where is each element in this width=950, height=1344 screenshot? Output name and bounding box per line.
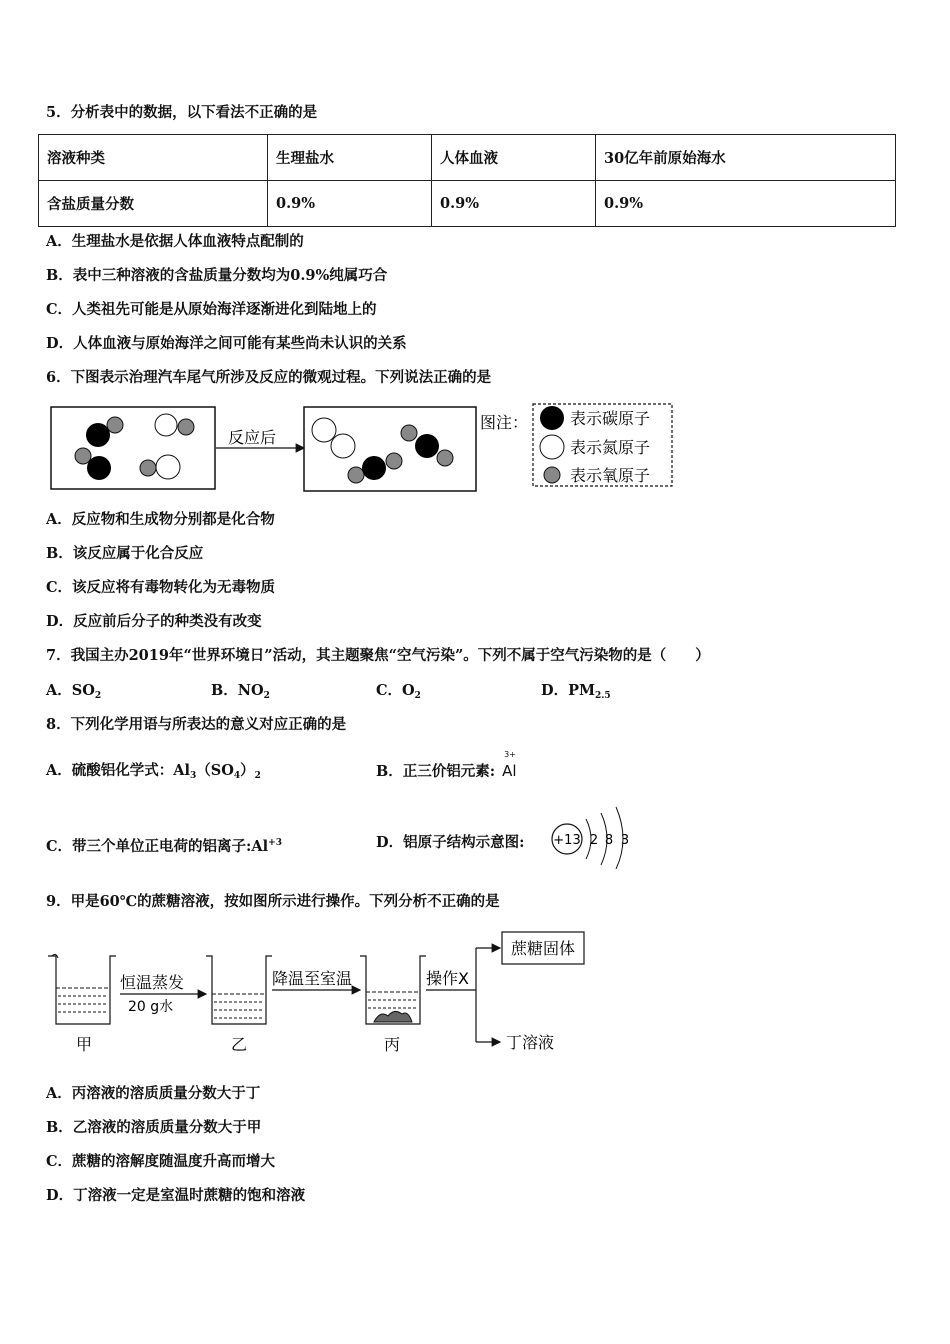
arrow-label: 反应后: [228, 428, 277, 447]
beaker-yi: [206, 956, 272, 1054]
crystal-solid-icon: [374, 1011, 412, 1022]
step1-label: 恒温蒸发: [120, 973, 185, 992]
beaker-label: 甲: [75, 1035, 93, 1054]
q5-option-c: C．人类祖先可能是从原始海洋逐渐进化到陆地上的: [46, 301, 377, 318]
q9-option-b: B．乙溶液的溶质质量分数大于甲: [46, 1119, 262, 1136]
legend-nitrogen: 表示氮原子: [570, 438, 651, 457]
element-symbol: Al: [502, 762, 517, 780]
charge-label: 3+: [504, 750, 516, 759]
table-cell: 0.9%: [432, 181, 596, 227]
oxygen-atom-icon: [544, 467, 560, 483]
table-cell: 0.9%: [268, 181, 432, 227]
beaker-bing: [360, 956, 426, 1054]
nucleus-charge: +13: [553, 833, 581, 848]
table-row: [39, 135, 896, 181]
q6-option-c: C．该反应将有毒物转化为无毒物质: [46, 579, 276, 596]
table-cell: 生理盐水: [268, 135, 432, 181]
beaker-label: 乙: [230, 1035, 248, 1054]
q5-option-b: B．表中三种溶液的含盐质量分数均为0.9%纯属巧合: [46, 267, 388, 284]
q8-option-c: C．带三个单位正电荷的铝离子$:Al^{+3}$: [46, 838, 282, 855]
q8-option-d: D．铝原子结构示意图:: [376, 834, 525, 851]
q5-table: [38, 134, 896, 227]
crystallization-process-figure: [44, 928, 604, 1060]
q9-option-a: A．丙溶液的溶质质量分数大于丁: [46, 1085, 261, 1102]
nitrogen-atom-icon: [540, 435, 564, 459]
legend-oxygen: 表示氧原子: [570, 466, 651, 485]
table-cell: 溶液种类: [39, 135, 268, 181]
q6-option-b: B．该反应属于化合反应: [46, 545, 204, 562]
filtrate-label: 丁溶液: [506, 1033, 555, 1052]
q5-option-d: D．人体血液与原始海洋之间可能有某些尚未认识的关系: [46, 335, 407, 352]
table-cell: 30亿年前原始海水: [596, 135, 896, 181]
q7-option-c: C．$O_2$: [376, 682, 421, 701]
q5-stem: 5．分析表中的数据，以下看法不正确的是: [46, 104, 318, 121]
q7-option-a: A．$SO_2$: [46, 682, 102, 701]
solid-result-label: 蔗糖固体: [510, 939, 576, 958]
q7-option-d: D．$PM_{2.5}$: [541, 682, 611, 701]
q9-option-d: D．丁溶液一定是室温时蔗糖的饱和溶液: [46, 1187, 306, 1204]
before-box: [51, 407, 215, 489]
q6-stem: 6．下图表示治理汽车尾气所涉及反应的微观过程。下列说法正确的是: [46, 369, 492, 386]
step3-label: 操作X: [426, 969, 469, 988]
table-cell: 含盐质量分数: [39, 181, 268, 227]
q8-option-b: B．正三价铝元素: 3+ Al: [376, 762, 517, 781]
q6-option-a: A．反应物和生成物分别都是化合物: [46, 511, 275, 528]
table-row: [39, 181, 896, 227]
shell-2: 8: [604, 833, 614, 848]
q9-option-c: C．蔗糖的溶解度随温度升高而增大: [46, 1153, 276, 1170]
q6-option-d: D．反应前后分子的种类没有改变: [46, 613, 262, 630]
shell-1: 2: [589, 833, 599, 848]
beaker-jia: [48, 954, 116, 1054]
legend-title: 图注：: [480, 413, 529, 432]
shell-3: 3: [620, 833, 630, 848]
table-cell: 人体血液: [432, 135, 596, 181]
q7-option-b: B．$NO_2$: [211, 682, 270, 701]
step2-label: 降温至室温: [272, 969, 353, 988]
q5-option-a: A．生理盐水是依据人体血液特点配制的: [46, 233, 304, 250]
aluminum-atom-structure-diagram: [548, 803, 634, 869]
reaction-figure: [48, 400, 678, 496]
q7-stem: 7．我国主办2019年“世界环境日”活动，其主题聚焦“空气污染”。下列不属于空气污染物的是（ ）: [46, 647, 710, 664]
q9-stem: 9．甲是60℃的蔗糖溶液，按如图所示进行操作。下列分析不正确的是: [46, 893, 500, 910]
legend-carbon: 表示碳原子: [570, 409, 651, 428]
step1-sub-label: 20 g水: [128, 999, 174, 1015]
table-cell: 0.9%: [596, 181, 896, 227]
carbon-atom-icon: [540, 406, 564, 430]
q8-stem: 8．下列化学用语与所表达的意义对应正确的是: [46, 716, 347, 733]
beaker-label: 丙: [383, 1035, 401, 1054]
q8-option-a: A．硫酸铝化学式：$Al_3(SO_4)_2$: [46, 762, 261, 781]
